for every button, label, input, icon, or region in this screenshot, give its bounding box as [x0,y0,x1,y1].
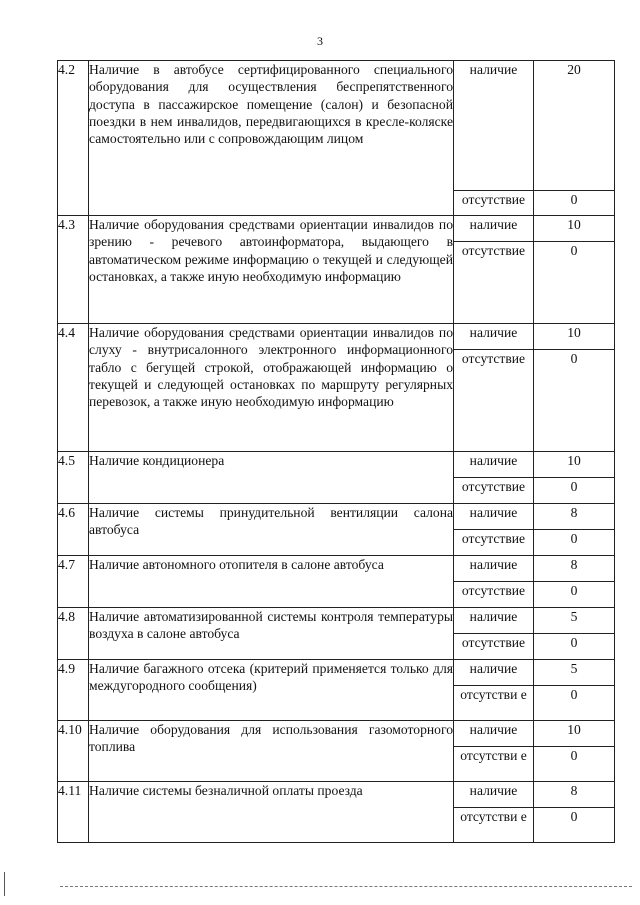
criterion-description [89,61,454,216]
criterion-row [58,216,615,242]
option-label: отсутствие [454,242,534,324]
option-label: отсутстви е [454,686,534,721]
option-label: наличие [454,61,534,191]
scan-edge-mark [4,872,5,896]
criterion-number: 4.6 [58,504,89,556]
criterion-text: Наличие оборудования средствами ориентации инвалидов по слуху - внутрисалонного электронного информационного табло с бегущей строкой, отображающей информацию о текущей и следующей остановках по маршруту регулярных перевозок, а также иную необходимую информацию [89,325,453,410]
criterion-text: Наличие оборудования средствами ориентации инвалидов по зрению - речевого автоинформатора, выдающего в автоматическом режиме информацию о текущей и следующей остановках, а также иную необходимую информацию [89,217,453,284]
criterion-description [89,608,454,660]
option-label: наличие [454,324,534,350]
option-score: 5 [534,608,615,634]
option-label: отсутствие [454,582,534,608]
option-label: наличие [454,660,534,686]
option-score: 10 [534,721,615,747]
criterion-row [58,721,615,747]
criterion-text: Наличие системы безналичной оплаты проезда [89,783,363,798]
option-score: 0 [534,808,615,843]
criterion-text: Наличие системы принудительной вентиляции салона автобуса [89,505,453,538]
option-label: отсутствие [454,191,534,216]
option-label: отсутствие [454,350,534,452]
option-label: отсутствие [454,634,534,660]
option-label: отсутстви е [454,747,534,782]
option-score: 0 [534,747,615,782]
criterion-description [89,324,454,452]
option-score: 0 [534,686,615,721]
criterion-number: 4.7 [58,556,89,608]
criterion-number: 4.9 [58,660,89,721]
criterion-number: 4.10 [58,721,89,782]
criterion-text: Наличие автоматизированной системы контроля температуры воздуха в салоне автобуса [89,609,453,642]
option-score: 20 [534,61,615,191]
option-label: наличие [454,608,534,634]
criterion-description [89,216,454,324]
criterion-row [58,324,615,350]
criterion-row [58,660,615,686]
option-score: 0 [534,582,615,608]
criterion-text: Наличие кондиционера [89,453,225,468]
criterion-number: 4.11 [58,782,89,843]
criterion-row [58,782,615,808]
option-score: 0 [534,191,615,216]
option-score: 10 [534,324,615,350]
criterion-text: Наличие багажного отсека (критерий применяется только для междугородного сообщения) [89,661,453,694]
criterion-number: 4.8 [58,608,89,660]
criterion-description [89,721,454,782]
option-score: 8 [534,504,615,530]
criterion-text: Наличие в автобусе сертифицированного специального оборудования для осуществления беспрепятственного доступа в пассажирское помещение (салон) и безопасной поездки в нем инвалидов, передвигающихся в кресле-коляске самостоятельно или с сопровождающим лицом [89,62,453,147]
option-label: отсутстви е [454,808,534,843]
criterion-row [58,61,615,191]
criteria-table [57,60,615,843]
option-label: наличие [454,452,534,478]
criterion-description [89,452,454,504]
option-score: 10 [534,452,615,478]
option-score: 10 [534,216,615,242]
option-label: наличие [454,504,534,530]
option-score: 8 [534,782,615,808]
criterion-row [58,452,615,478]
option-score: 0 [534,242,615,324]
option-label: отсутствие [454,478,534,504]
option-score: 0 [534,634,615,660]
option-label: отсутствие [454,530,534,556]
option-label: наличие [454,782,534,808]
criterion-row [58,556,615,582]
criterion-text: Наличие оборудования для использования газомоторного топлива [89,722,453,755]
option-score: 0 [534,530,615,556]
criterion-text: Наличие автономного отопителя в салоне автобуса [89,557,384,572]
option-score: 0 [534,350,615,452]
option-score: 8 [534,556,615,582]
page-bottom-edge [60,886,632,887]
criterion-number: 4.3 [58,216,89,324]
criterion-description [89,504,454,556]
option-label: наличие [454,721,534,747]
criterion-description [89,556,454,608]
page-number: 3 [317,34,323,48]
criterion-description [89,660,454,721]
option-score: 0 [534,478,615,504]
criterion-number: 4.2 [58,61,89,216]
criterion-description [89,782,454,843]
criterion-row [58,608,615,634]
option-label: наличие [454,216,534,242]
option-score: 5 [534,660,615,686]
criterion-number: 4.5 [58,452,89,504]
criterion-number: 4.4 [58,324,89,452]
option-label: наличие [454,556,534,582]
criterion-row [58,504,615,530]
